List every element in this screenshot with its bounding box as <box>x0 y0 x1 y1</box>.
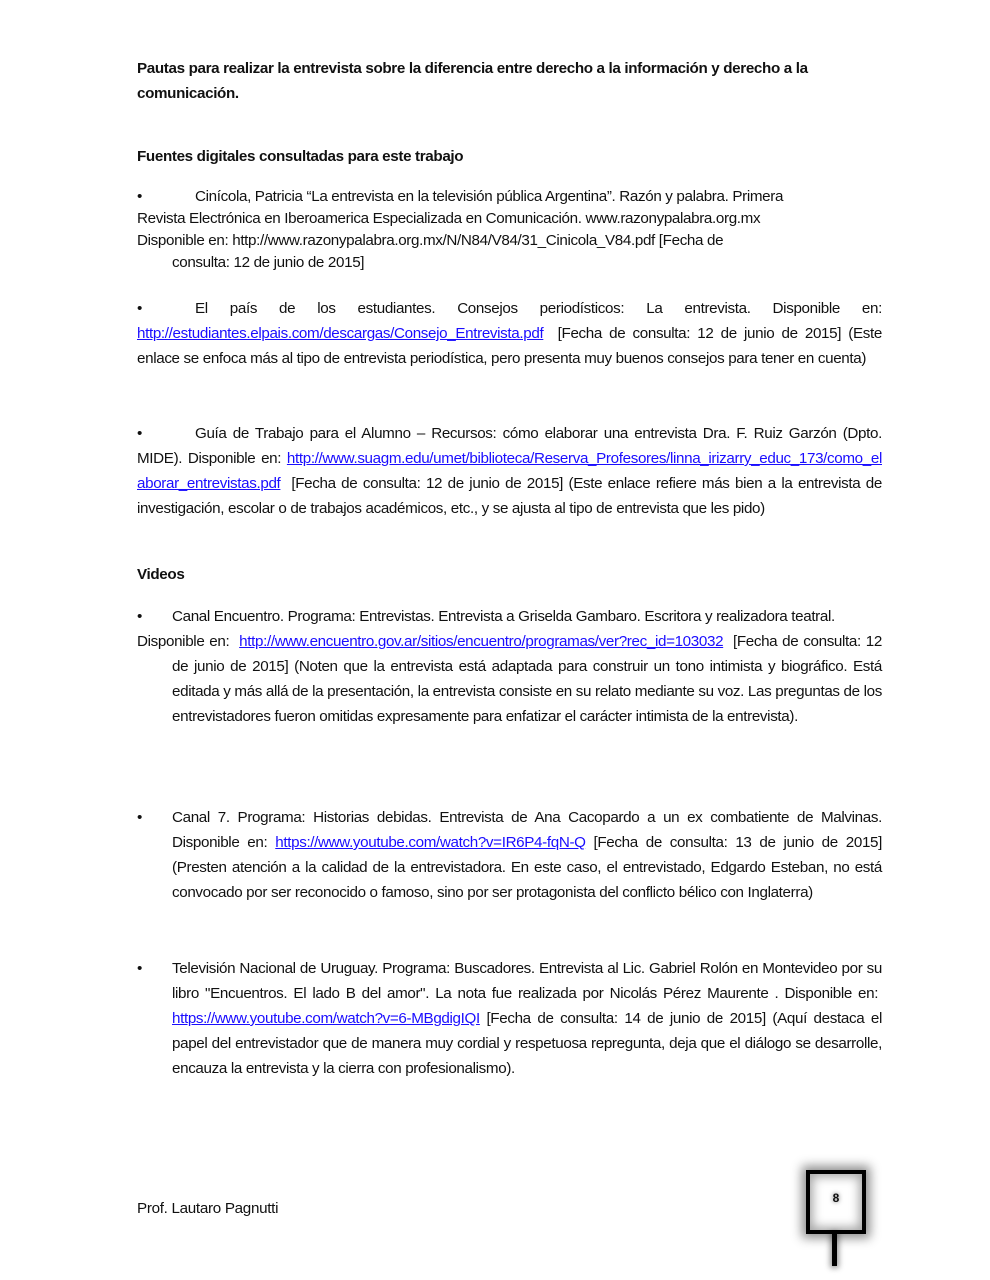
source-1-line-3: Disponible en: http://www.razonypalabra.org.mx/N/N84/V84/31_Cinicola_V84.pdf [Fecha de <box>137 232 724 249</box>
sources-heading: Fuentes digitales consultadas para este trabajo <box>137 148 464 165</box>
videos-heading: Videos <box>137 566 185 583</box>
video-item-2 <box>137 805 882 905</box>
bullet-icon: • <box>137 809 142 826</box>
source-item-2: • El país de los estudiantes. Consejos periodísticos: La entrevista. Disponible en: http://estudiantes.elpais.com/descargas/Consejo_Entrevista.pdf [Fecha de consulta: 12 de junio de 2015] (Este enlace se enfoca más al tipo de entrevista periodística, pero presenta muy buenos consejos para tener en cuenta) <box>137 296 882 371</box>
bullet-icon: • <box>137 960 142 977</box>
page-number: 8 <box>832 1191 840 1205</box>
source-1-line-1: • Cinícola, Patricia “La entrevista en la televisión pública Argentina”. Razón y palabra. Primera <box>137 186 882 208</box>
video-3-body: Televisión Nacional de Uruguay. Programa: Buscadores. Entrevista al Lic. Gabriel Rolón en Montevideo por su libro "Encuentros. El lado B del amor". La nota fue realizada por Nicolás Pérez Maurente . Disponible en: https://www.youtube.com/watch?v=6-MBgdigIQI [Fecha de consulta: 14 de junio de 2015] (Aquí destaca el papel del entrevistador que de manera muy cordial y respetuosa repregunta, deja que el diálogo se desarrolle, encauza la entrevista y la cierra con profesionalismo). <box>172 960 882 1077</box>
footer-author: Prof. Lautaro Pagnutti <box>137 1200 279 1217</box>
page-number-box <box>806 1170 866 1234</box>
source-2-link[interactable]: http://estudiantes.elpais.com/descargas/Consejo_Entrevista.pdf <box>137 325 544 342</box>
title-line-2: comunicación. <box>137 85 239 102</box>
page-title <box>137 56 882 106</box>
video-1-availability: Disponible en: http://www.encuentro.gov.ar/sitios/encuentro/programas/ver?rec_id=103032 [Fecha de consulta: 12 de junio de 2015] (Noten que la entrevista está adaptada para construir un tono intimista y biográfico. Está editada y más allá de la presentación, la entrevista consiste en su relato mediante su voz. Las preguntas de los entrevistadores fueron omitidas expresamente para enfatizar el carácter intimista de la entrevista). <box>137 633 882 725</box>
title-line-1: Pautas para realizar la entrevista sobre la diferencia entre derecho a la información y derecho a la <box>137 60 808 77</box>
video-1-link[interactable]: http://www.encuentro.gov.ar/sitios/encuentro/programas/ver?rec_id=103032 <box>239 633 724 650</box>
source-item-3: • Guía de Trabajo para el Alumno – Recursos: cómo elaborar una entrevista Dra. F. Ruiz Garzón (Dpto. MIDE). Disponible en: http://www.suagm.edu/umet/biblioteca/Reserva_Profesores/linna_irizarry_educ_173/como_elaborar_entrevistas.pdf [Fecha de consulta: 12 de junio de 2015] (Este enlace refiere más bien a la entrevista de investigación, escolar o de trabajos académicos, etc., y se ajusta al tipo de entrevista que les pido) <box>137 421 882 521</box>
bullet-icon: • <box>137 300 142 317</box>
source-1-line-2: Revista Electrónica en Iberoamerica Especializada en Comunicación. www.razonypalabra.org.mx <box>137 210 761 227</box>
video-1-intro: Canal Encuentro. Programa: Entrevistas. Entrevista a Griselda Gambaro. Escritora y realizadora teatral. <box>172 608 835 625</box>
video-item-1 <box>137 604 882 729</box>
page-number-stem-icon <box>832 1234 837 1266</box>
video-3-link[interactable]: https://www.youtube.com/watch?v=6-MBgdigIQI <box>172 1010 480 1027</box>
source-item-1 <box>137 186 882 274</box>
bullet-icon: • <box>137 188 142 205</box>
bullet-icon: • <box>137 425 142 442</box>
video-2-link[interactable]: https://www.youtube.com/watch?v=IR6P4-fqN-Q <box>275 834 586 851</box>
source-1-line-4: consulta: 12 de junio de 2015] <box>172 254 365 271</box>
bullet-icon: • <box>137 608 142 625</box>
video-item-3 <box>137 956 882 1081</box>
video-2-body: Canal 7. Programa: Historias debidas. Entrevista de Ana Cacopardo a un ex combatiente de Malvinas. Disponible en: https://www.youtube.com/watch?v=IR6P4-fqN-Q [Fecha de consulta: 13 de junio de 2015] (Presten atención a la calidad de la entrevistadora. En este caso, el entrevistado, Edgardo Esteban, no está convocado por ser reconocido o famoso, sino por ser protagonista del conflicto bélico con Inglaterra) <box>172 809 883 901</box>
source-3-link[interactable]: http://www.suagm.edu/umet/biblioteca/Reserva_Profesores/linna_irizarry_educ_173/como_elaborar_entrevistas.pdf <box>137 450 882 492</box>
